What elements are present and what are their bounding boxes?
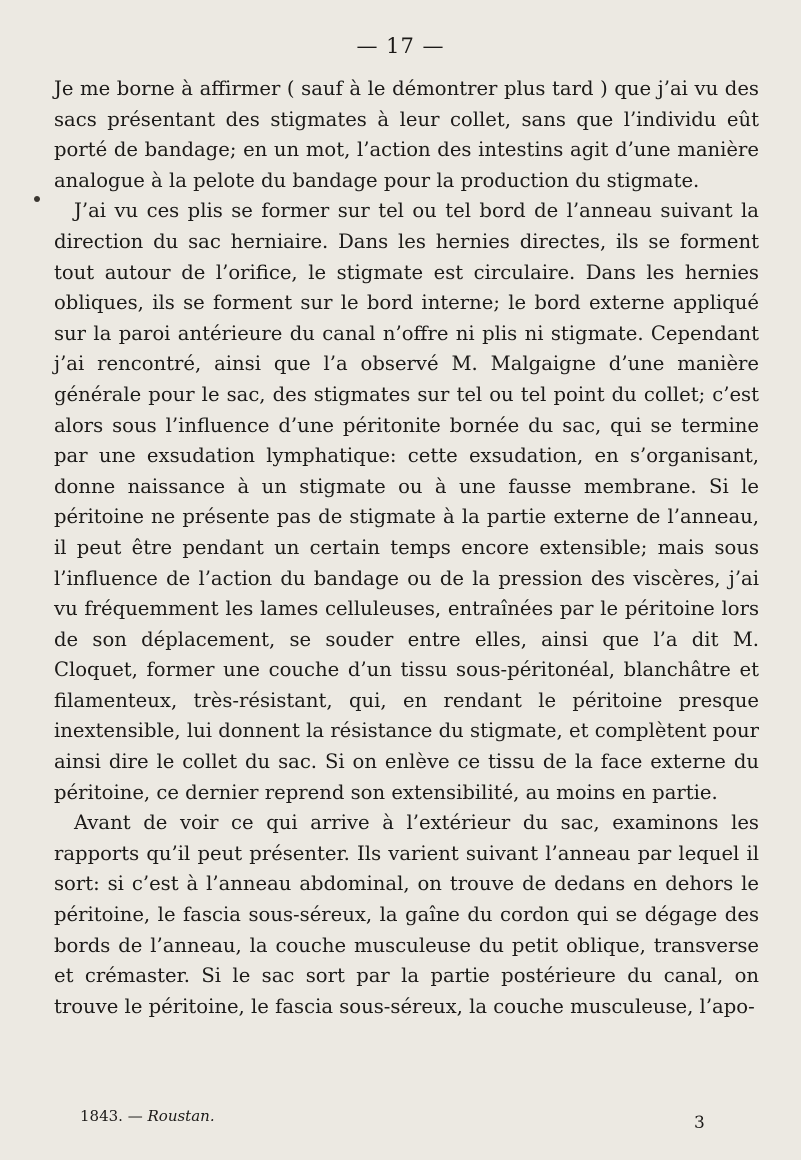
ink-speck [34, 196, 40, 202]
signature-mark: 3 [694, 1113, 705, 1133]
paragraph: Je me borne à affirmer ( sauf à le démontrer plus tard ) que j’ai vu des sacs présentant des stigmates à leur collet, sans que l’individu eût porté de bandage; en un mot, l’action des intestins agit d’une manière analogue à la pelote du bandage pour la production du stigmate. [54, 77, 759, 192]
imprint-year: 1843. — [80, 1107, 143, 1125]
imprint-publisher: Roustan. [147, 1107, 215, 1125]
paragraph: Avant de voir ce qui arrive à l’extérieur du sac, examinons les rapports qu’il peut présenter. Ils varient suivant l’anneau par lequel il sort: si c’est à l’anneau abdominal, on trouve de dedans en dehors le péritoine, le fascia sous-séreux, la gaîne du cordon qui se dégage des bords de l’anneau, la couche musculeuse du petit oblique, transverse et crémaster. Si le sac sort par la partie postérieure du canal, on trouve le péritoine, le fascia sous-séreux, la couche musculeuse, l’apo- [54, 811, 759, 1018]
body-text [54, 74, 759, 1022]
paragraph: J’ai vu ces plis se former sur tel ou tel bord de l’anneau suivant la direction du sac herniaire. Dans les hernies directes, ils se forment tout autour de l’orifice, le stigmate est circulaire. Dans les hernies obliques, ils se forment sur le bord interne; le bord externe appliqué sur la paroi antérieure du canal n’offre ni plis ni stigmate. Cependant j’ai rencontré, ainsi que l’a observé M. Malgaigne d’une manière générale pour le sac, des stigmates sur tel ou tel point du collet; c’est alors sous l’influence d’une péritonite bornée du sac, qui se termine par une exsudation lymphatique: cette exsudation, en s’organisant, donne naissance à un stigmate ou à une fausse membrane. Si le péritoine ne présente pas de stigmate à la partie externe de l’anneau, il peut être pendant un certain temps encore extensible; mais sous l’influence de l’action du bandage ou de la pression des viscères, j’ai vu fréquemment les lames celluleuses, entraînées par le péritoine lors de son déplacement, se souder entre elles, ainsi que l’a dit M. Cloquet, former une couche d’un tissu sous-péritonéal, blanchâtre et filamenteux, très-résistant, qui, en rendant le péritoine presque inextensible, lui donnent la résistance du stigmate, et complètent pour ainsi dire le collet du sac. Si on enlève ce tissu de la face externe du péritoine, ce dernier reprend son extensibilité, au moins en partie. [54, 199, 759, 804]
page-footer [0, 1107, 801, 1137]
page-number: — 17 — [356, 34, 445, 58]
imprint [80, 1107, 215, 1125]
